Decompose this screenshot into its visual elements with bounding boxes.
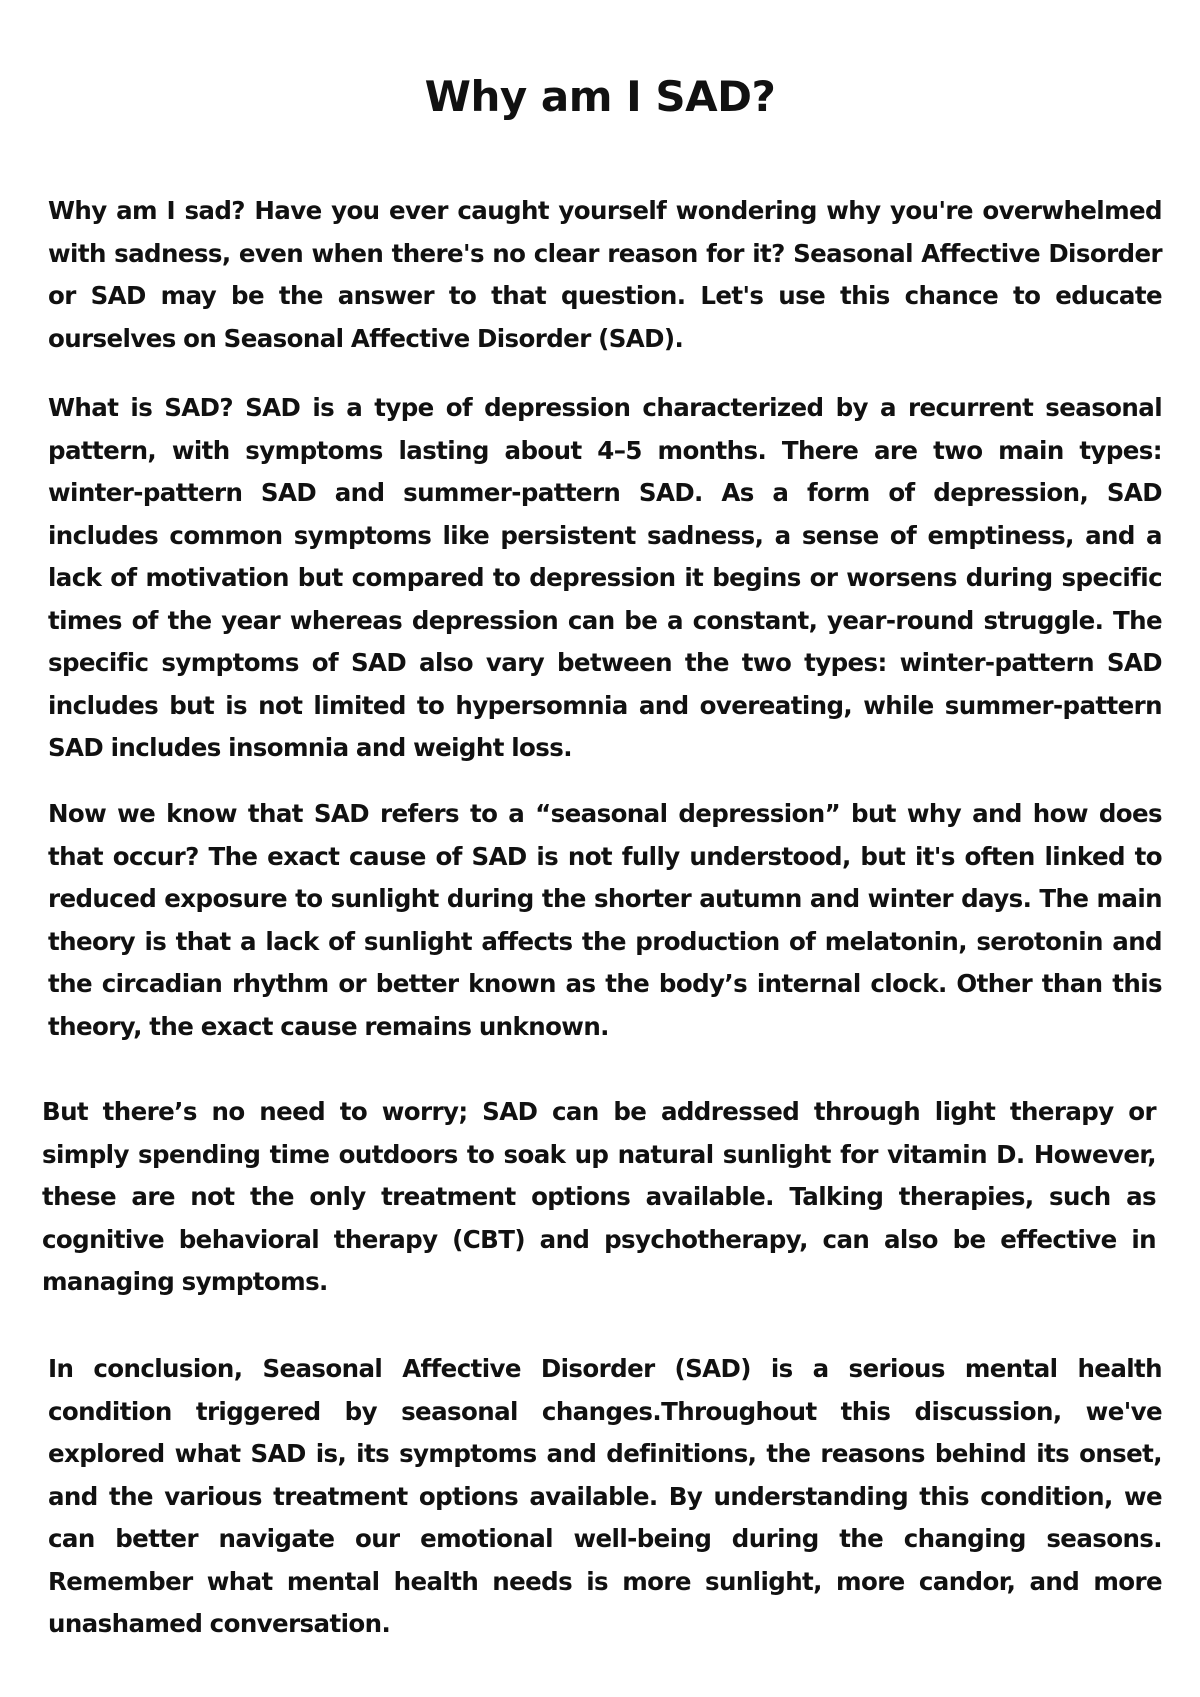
paragraph-conclusion: In conclusion, Seasonal Affective Disorder (SAD) is a serious mental health condition triggered by seasonal changes.Throughout this discussion, we've explored what SAD is, its symptoms and definitions, the reasons behind its onset, and the various treatment options available. By understanding this condition, we can better navigate our emotional well-being during the changing seasons. Remember what mental health needs is more sunlight, more candor, and more unashamed conversation. [48, 1354, 1162, 1638]
page-title: Why am I SAD? [424, 72, 776, 121]
paragraph-treatment: But there’s no need to worry; SAD can be addressed through light therapy or simply spending time outdoors to soak up natural sunlight for vitamin D. However, these are not the only treatment options available. Talking therapies, such as cognitive behavioral therapy (CBT) and psychotherapy, can also be effective in managing symptoms. [42, 1097, 1156, 1296]
paragraph-what-is-sad: What is SAD? SAD is a type of depression characterized by a recurrent seasonal pattern, with symptoms lasting about 4–5 months. There are two main types: winter-pattern SAD and summer-pattern SAD. As a form of depression, SAD includes common symptoms like persistent sadness, a sense of emptiness, and a lack of motivation but compared to depression it begins or worsens during specific times of the year whereas depression can be a constant, year-round struggle. The specific symptoms of SAD also vary between the two types: winter-pattern SAD includes but is not limited to hypersomnia and overeating, while summer-pattern SAD includes insomnia and weight loss. [48, 393, 1162, 762]
paragraph-intro: Why am I sad? Have you ever caught yourself wondering why you're overwhelmed with sadness, even when there's no clear reason for it? Seasonal Affective Disorder or SAD may be the answer to that question. Let's use this chance to educate ourselves on Seasonal Affective Disorder (SAD). [48, 196, 1162, 353]
paragraph-causes: Now we know that SAD refers to a “seasonal depression” but why and how does that occur? The exact cause of SAD is not fully understood, but it's often linked to reduced exposure to sunlight during the shorter autumn and winter days. The main theory is that a lack of sunlight affects the production of melatonin, serotonin and the circadian rhythm or better known as the body’s internal clock. Other than this theory, the exact cause remains unknown. [48, 799, 1162, 1041]
